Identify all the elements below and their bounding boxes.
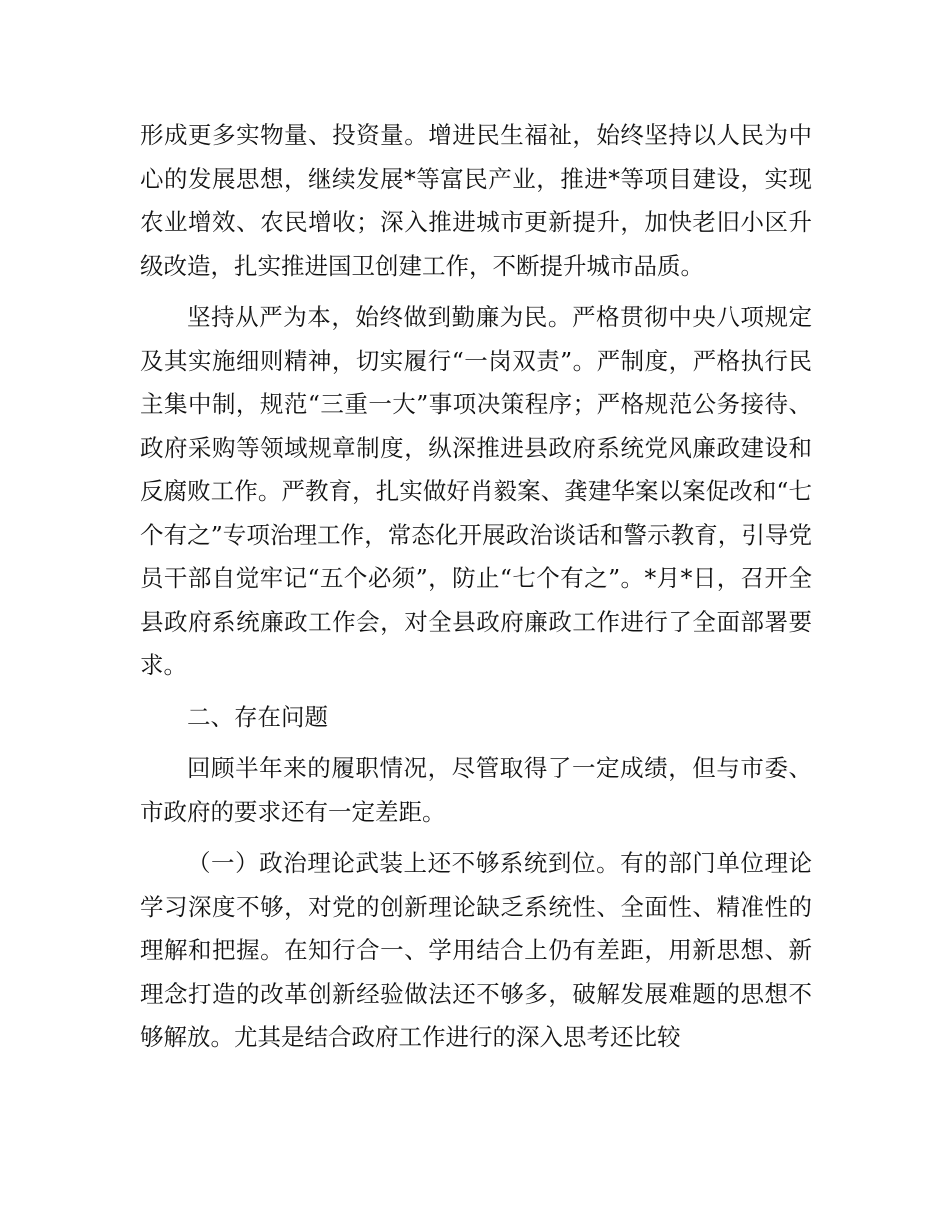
paragraph-review: 回顾半年来的履职情况，尽管取得了一定成绩，但与市委、市政府的要求还有一定差距。 xyxy=(140,754,812,826)
paragraph-continuation: 形成更多实物量、投资量。增进民生福祉，始终坚持以人民为中心的发展思想，继续发展*等富民产业，推进*等项目建设，实现农业增效、农民增收；深入推进城市更新提升，加快老旧小区升级改造，扎实推进国卫创建工作，不断提升城市品质。 xyxy=(140,121,812,280)
paragraph-discipline: 坚持从严为本，始终做到勤廉为民。严格贯彻中央八项规定及其实施细则精神，切实履行“一岗双责”。严制度，严格执行民主集中制，规范“三重一大”事项决策程序；严格规范公务接待、政府采购等领域规章制度，纵深推进县政府系统党风廉政建设和反腐败工作。严教育，扎实做好肖毅案、龚建华案以案促改和“七个有之”专项治理工作，常态化开展政治谈话和警示教育，引导党员干部自觉牢记“五个必须”，防止“七个有之”。*月*日，召开全县政府系统廉政工作会，对全县政府廉政工作进行了全面部署要求。 xyxy=(140,303,812,679)
document-body xyxy=(140,114,812,1068)
paragraph-theory: （一）政治理论武装上还不够系统到位。有的部门单位理论学习深度不够，对党的创新理论缺乏系统性、全面性、精准性的理解和把握。在知行合一、学用结合上仍有差距，用新思想、新理念打造的改革创新经验做法还不够多，破解发展难题的思想不够解放。尤其是结合政府工作进行的深入思考还比较 xyxy=(140,849,812,1051)
section-heading-problems: 二、存在问题 xyxy=(187,702,328,731)
